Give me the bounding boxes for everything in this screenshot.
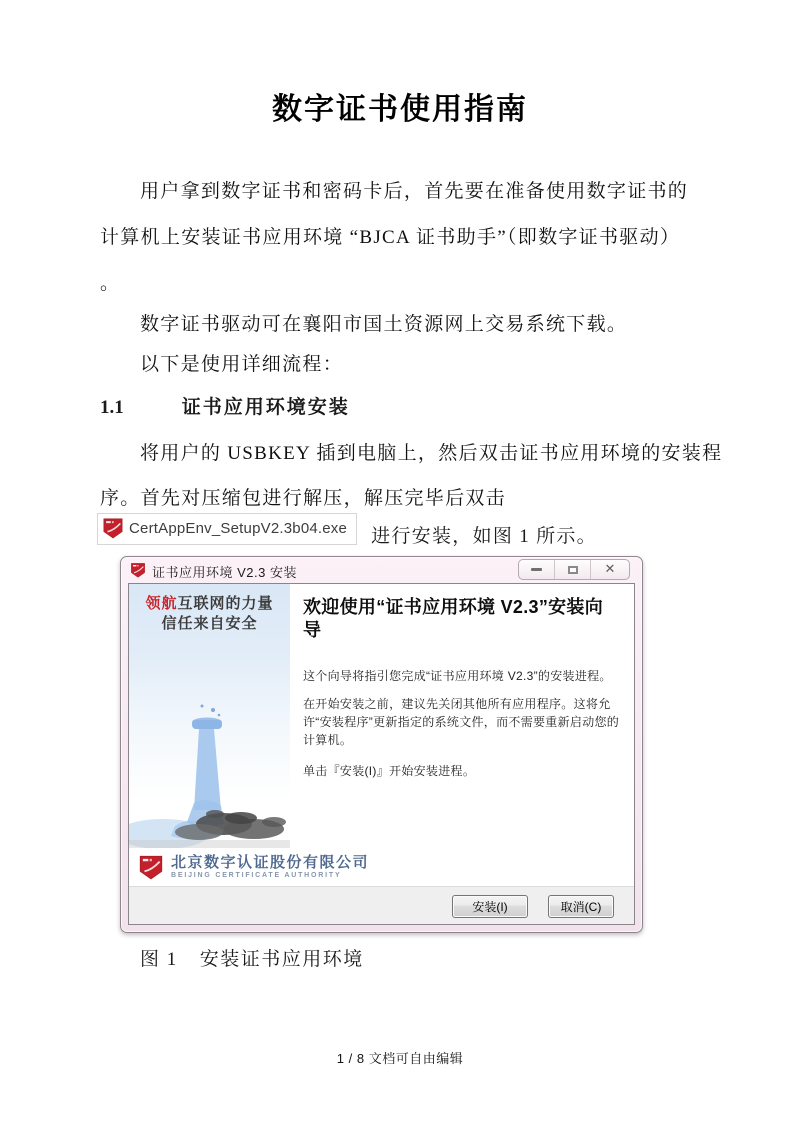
slogan-line2: 信任来自安全 [161, 615, 258, 633]
minimize-button[interactable] [519, 560, 554, 579]
brand-company-en: BEIJING CERTIFICATE AUTHORITY [171, 871, 342, 879]
figure-caption [140, 944, 364, 971]
installer-dialog-window [120, 556, 643, 933]
section-number: 1.1 [100, 397, 124, 418]
close-icon: ✕ [604, 562, 616, 577]
slogan-rest: 互联网的力量 [177, 595, 274, 612]
brand-company-cn: 北京数字认证股份有限公司 [171, 855, 370, 872]
page-footer: 1 / 8 文档可自由编辑 [336, 1051, 464, 1066]
cancel-button[interactable]: 取消(C) [548, 895, 614, 918]
dialog-content [290, 584, 634, 848]
paragraph1-line1: 用户拿到数字证书和密码卡后，首先要在准备使用数字证书的 [140, 181, 689, 202]
paragraph1-line3: 。 [100, 273, 121, 294]
sidebar-slogan [129, 594, 290, 635]
dialog-sidebar [129, 584, 290, 848]
minimize-icon [531, 568, 542, 571]
maximize-icon [568, 566, 578, 574]
close-button[interactable] [590, 560, 629, 579]
section-heading [100, 392, 350, 419]
slogan-highlight: 领航 [145, 595, 178, 612]
dialog-title: 证书应用环境 V2.3 安装 [152, 565, 297, 580]
welcome-heading: 欢迎使用“证书应用环境 V2.3”安装向导 [303, 597, 604, 641]
brand-logo-strip [129, 848, 634, 886]
dialog-paragraph: 这个向导将指引您完成“证书应用环境 V2.3”的安装进程。 [303, 668, 612, 683]
paragraph4-line2: 序。首先对压缩包进行解压，解压完毕后双击 [100, 488, 507, 509]
install-button[interactable]: 安装(I) [452, 895, 528, 918]
exe-after-text: 进行安装，如图 1 所示。 [371, 526, 597, 547]
maximize-button[interactable] [554, 560, 590, 579]
bjca-shield-icon [130, 562, 146, 578]
paragraph1-line2: 计算机上安装证书应用环境 “BJCA 证书助手”（即数字证书驱动） [100, 227, 681, 248]
exe-filename: CertAppEnv_SetupV2.3b04.exe [129, 519, 348, 537]
bjca-shield-icon [138, 854, 164, 880]
exe-file-row [97, 513, 597, 548]
lighthouse-illustration [129, 698, 290, 848]
document-title: 数字证书使用指南 [272, 93, 528, 126]
dialog-footer [129, 886, 634, 924]
dialog-paragraph: 在开始安装之前，建议先关闭其他所有应用程序。这将允许“安装程序”更新指定的系统文件，而不需要重新启动您的计算机。 [303, 696, 620, 747]
paragraph2: 数字证书驱动可在襄阳市国土资源网上交易系统下载。 [140, 314, 628, 335]
section-title: 证书应用环境安装 [181, 397, 350, 418]
paragraph4-line1: 将用户的 USBKEY 插到电脑上，然后双击证书应用环境的安装程 [140, 443, 723, 464]
dialog-body [128, 583, 635, 925]
figure-caption-text: 安装证书应用环境 [199, 949, 364, 970]
dialog-titlebar[interactable] [121, 557, 642, 583]
figure-label: 图 1 [140, 949, 178, 970]
window-controls [518, 559, 630, 580]
exe-file-item[interactable] [97, 513, 357, 545]
bjca-shield-icon [102, 517, 124, 539]
dialog-paragraph: 单击『安装(I)』开始安装进程。 [303, 763, 476, 778]
paragraph3: 以下是使用详细流程： [140, 354, 344, 375]
